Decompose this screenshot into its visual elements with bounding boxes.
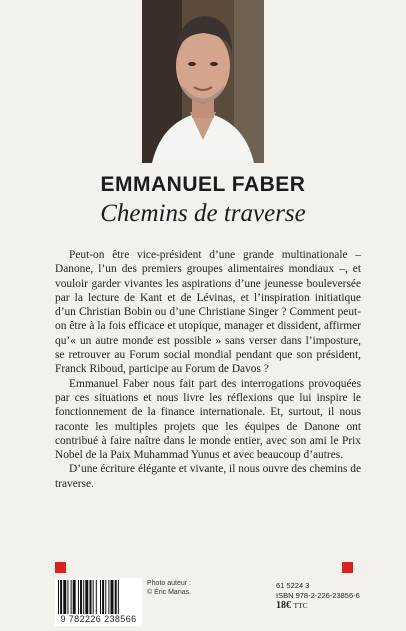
red-square-left xyxy=(55,562,66,573)
barcode-bars xyxy=(55,578,142,614)
author-name: EMMANUEL FABER xyxy=(100,173,306,196)
photo-credit-name: © Éric Manas. xyxy=(147,589,192,596)
isbn: ISBN 978-2-226-23856-6 xyxy=(276,591,360,600)
back-cover-blurb xyxy=(55,248,361,491)
author-photo xyxy=(142,0,264,163)
price-suffix: TTC xyxy=(293,601,308,610)
red-square-right xyxy=(342,562,353,573)
price-value: 18€ xyxy=(276,600,291,611)
publisher-info xyxy=(276,581,360,611)
barcode-digits: 9 782226 238566 xyxy=(55,614,142,624)
author-portrait-illustration xyxy=(142,0,264,163)
blurb-paragraph: Peut-on être vice-président d’une grande multinationale – Danone, l’un des premiers groupes alimentaires mondiaux –, et vouloir garder vivantes les aspirations d’une jeunesse bouleversée par la lecture de Kant et de Lévinas, et l’inspiration initiatique d’un Christian Bobin ou d’une Christiane Singer ? Comment peut-on être à la fois efficace et utopique, manager et dissident, affirmer qu’« un autre monde est possible » sans verser dans l’imposture, se retrouver au Forum social mondial pendant que son président, Franck Riboud, participe au Forum de Davos ? xyxy=(55,249,361,376)
blurb-paragraph: Emmanuel Faber nous fait part des interrogations provoquées par ces situations et nous livre les réflexions que lui inspire le fonctionnement de la finance internationale. Et, surtout, il nous raconte les multiples projets que les équipes de Danone ont contribué à faire naître dans le monde entier, avec son ami le Prix Nobel de la Paix Muhammad Yunus et avec beaucoup d’autres. xyxy=(55,377,361,462)
product-code: 61 5224 3 xyxy=(276,581,310,590)
photo-credit xyxy=(147,579,191,597)
photo-credit-label: Photo auteur : xyxy=(147,580,191,587)
book-title: Chemins de traverse xyxy=(100,200,306,227)
blurb-paragraph: D’une écriture élégante et vivante, il nous ouvre des chemins de traverse. xyxy=(55,463,361,490)
price xyxy=(276,601,360,611)
